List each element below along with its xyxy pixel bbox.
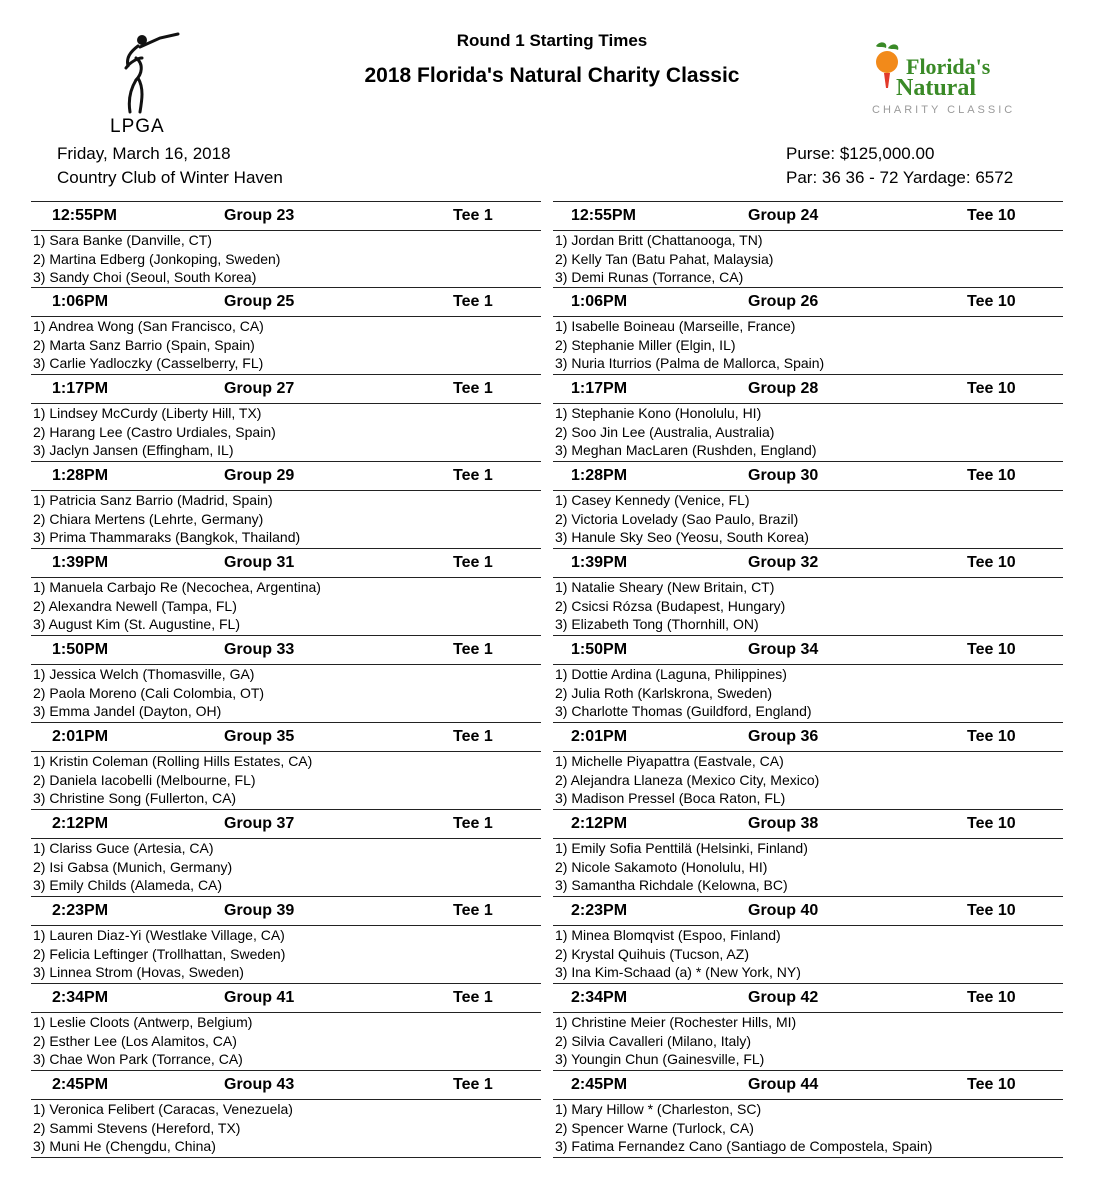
lpga-logo-text: LPGA [110,116,165,137]
player-entry: 1) Patricia Sanz Barrio (Madrid, Spain) [33,492,273,508]
tee-time-group [31,549,541,636]
group-header [31,636,541,665]
tee1-column [31,201,541,1158]
group-tee: Tee 10 [967,1076,1016,1093]
group-time: 2:45PM [52,1076,109,1093]
group-tee: Tee 10 [967,902,1016,919]
tee-time-group [553,984,1063,1071]
player-entry: 1) Stephanie Kono (Honolulu, HI) [555,405,762,421]
player-entry: 1) Andrea Wong (San Francisco, CA) [33,318,264,334]
group-tee: Tee 10 [967,989,1016,1006]
group-number: Group 23 [224,207,295,224]
player-entry: 3) Elizabeth Tong (Thornhill, ON) [555,616,759,632]
group-number: Group 34 [748,641,819,658]
group-header [553,549,1063,578]
player-list [553,1100,1063,1156]
group-header [31,810,541,839]
player-entry: 2) Martina Edberg (Jonkoping, Sweden) [33,250,281,267]
tee-time-group [31,810,541,897]
player-list [31,578,541,634]
group-tee: Tee 10 [967,728,1016,745]
group-tee: Tee 1 [453,467,493,484]
fn-logo-line3: CHARITY CLASSIC [872,104,1016,116]
tee-time-group [553,462,1063,549]
group-time: 2:12PM [52,815,109,832]
group-time: 2:01PM [571,728,628,745]
group-number: Group 44 [748,1076,819,1093]
group-time: 2:01PM [52,728,109,745]
player-entry: 2) Chiara Mertens (Lehrte, Germany) [33,510,264,527]
player-entry: 1) Leslie Cloots (Antwerp, Belgium) [33,1014,253,1030]
player-list [553,1013,1063,1069]
group-number: Group 30 [748,467,819,484]
event-info-left [57,142,283,190]
tee-time-group [553,897,1063,984]
player-entry: 2) Alexandra Newell (Tampa, FL) [33,597,237,614]
group-tee: Tee 1 [453,815,493,832]
group-time: 1:39PM [571,554,628,571]
player-list [31,1100,541,1156]
player-list [31,317,541,373]
tee-time-group [553,810,1063,897]
group-header [31,984,541,1013]
player-entry: 2) Soo Jin Lee (Australia, Australia) [555,423,775,440]
group-tee: Tee 10 [967,641,1016,658]
group-number: Group 33 [224,641,295,658]
group-number: Group 39 [224,902,295,919]
group-time: 1:28PM [52,467,109,484]
group-tee: Tee 10 [967,207,1016,224]
group-header [31,549,541,578]
group-time: 1:50PM [571,641,628,658]
group-number: Group 31 [224,554,295,571]
group-header [553,897,1063,926]
player-list [31,926,541,982]
page-title: 2018 Florida's Natural Charity Classic [364,64,740,87]
tee-time-group [31,1071,541,1158]
group-number: Group 41 [224,989,295,1006]
group-tee: Tee 1 [453,902,493,919]
tee-time-group [31,636,541,723]
group-number: Group 26 [748,293,819,310]
group-number: Group 42 [748,989,819,1006]
group-number: Group 37 [224,815,295,832]
fn-logo-line2: Natural [896,75,976,101]
player-entry: 1) Christine Meier (Rochester Hills, MI) [555,1014,797,1030]
group-number: Group 24 [748,207,819,224]
player-entry: 2) Esther Lee (Los Alamitos, CA) [33,1032,237,1049]
player-entry: 2) Sammi Stevens (Hereford, TX) [33,1119,241,1136]
group-tee: Tee 1 [453,207,493,224]
player-entry: 2) Daniela Iacobelli (Melbourne, FL) [33,771,256,788]
group-tee: Tee 1 [453,989,493,1006]
group-time: 2:12PM [571,815,628,832]
group-time: 2:45PM [571,1076,628,1093]
player-list [553,665,1063,721]
group-header [553,636,1063,665]
group-tee: Tee 10 [967,554,1016,571]
player-entry: 3) Charlotte Thomas (Guildford, England) [555,703,812,719]
player-entry: 3) Madison Pressel (Boca Raton, FL) [555,790,786,806]
player-entry: 3) Chae Won Park (Torrance, CA) [33,1051,243,1067]
player-entry: 3) Hanule Sky Seo (Yeosu, South Korea) [555,529,809,545]
event-par-yardage: Par: 36 36 - 72 Yardage: 6572 [786,168,1014,187]
tee-time-group [31,462,541,549]
player-entry: 1) Minea Blomqvist (Espoo, Finland) [555,927,781,943]
group-header [31,288,541,317]
player-entry: 1) Clariss Guce (Artesia, CA) [33,840,214,856]
group-tee: Tee 10 [967,467,1016,484]
player-list [553,578,1063,634]
group-time: 1:50PM [52,641,109,658]
player-entry: 3) Nuria Iturrios (Palma de Mallorca, Spain) [555,355,825,371]
group-header [31,202,541,231]
player-list [553,752,1063,808]
group-time: 1:06PM [52,293,109,310]
player-entry: 1) Mary Hillow * (Charleston, SC) [555,1101,762,1117]
tee-time-group [31,897,541,984]
player-entry: 3) August Kim (St. Augustine, FL) [33,616,240,632]
player-entry: 2) Krystal Quihuis (Tucson, AZ) [555,945,749,962]
player-entry: 1) Lindsey McCurdy (Liberty Hill, TX) [33,405,262,421]
player-entry: 3) Sandy Choi (Seoul, South Korea) [33,269,257,285]
player-entry: 3) Christine Song (Fullerton, CA) [33,790,237,806]
group-number: Group 29 [224,467,295,484]
player-list [553,839,1063,895]
player-list [31,1013,541,1069]
player-entry: 2) Csicsi Rózsa (Budapest, Hungary) [555,597,786,614]
group-header [553,810,1063,839]
player-list [31,491,541,547]
fn-logo-line1: Florida's [906,54,991,79]
player-entry: 3) Fatima Fernandez Cano (Santiago de Compostela, Spain) [555,1138,933,1154]
player-entry: 1) Dottie Ardina (Laguna, Philippines) [555,666,787,682]
tee-time-group [553,723,1063,810]
player-entry: 2) Paola Moreno (Cali Colombia, OT) [33,684,265,701]
group-number: Group 36 [748,728,819,745]
player-entry: 3) Emily Childs (Alameda, CA) [33,877,223,893]
player-entry: 2) Silvia Cavalleri (Milano, Italy) [555,1032,752,1049]
player-entry: 1) Emily Sofia Penttilä (Helsinki, Finland) [555,840,808,856]
event-date: Friday, March 16, 2018 [57,144,231,163]
event-venue: Country Club of Winter Haven [57,168,283,187]
group-tee: Tee 10 [967,293,1016,310]
tee-time-group [31,984,541,1071]
group-header [553,288,1063,317]
tee-time-group [31,288,541,375]
player-entry: 1) Jessica Welch (Thomasville, GA) [33,666,255,682]
player-list [31,665,541,721]
group-header [31,375,541,404]
player-entry: 3) Samantha Richdale (Kelowna, BC) [555,877,788,893]
group-header [553,984,1063,1013]
tee-time-group [553,375,1063,462]
tee-time-group [553,636,1063,723]
player-entry: 2) Felicia Leftinger (Trollhattan, Sweden) [33,945,286,962]
player-entry: 1) Kristin Coleman (Rolling Hills Estates, CA) [33,753,313,769]
player-entry: 3) Ina Kim-Schaad (a) * (New York, NY) [555,964,801,980]
tee-time-group [553,288,1063,375]
group-header [553,202,1063,231]
group-number: Group 25 [224,293,295,310]
group-time: 12:55PM [571,207,636,224]
player-entry: 3) Carlie Yadloczky (Casselberry, FL) [33,355,264,371]
group-time: 12:55PM [52,207,117,224]
player-entry: 1) Natalie Sheary (New Britain, CT) [555,579,775,595]
group-header [31,462,541,491]
player-entry: 1) Casey Kennedy (Venice, FL) [555,492,750,508]
group-header [31,897,541,926]
player-entry: 2) Isi Gabsa (Munich, Germany) [33,858,233,875]
group-tee: Tee 1 [453,380,493,397]
event-purse: Purse: $125,000.00 [786,144,935,163]
page-subtitle: Round 1 Starting Times [456,31,648,50]
player-list [31,404,541,460]
player-entry: 2) Stephanie Miller (Elgin, IL) [555,336,736,353]
player-entry: 2) Julia Roth (Karlskrona, Sweden) [555,684,773,701]
player-list [31,231,541,287]
player-entry: 3) Meghan MacLaren (Rushden, England) [555,442,817,458]
player-entry: 3) Emma Jandel (Dayton, OH) [33,703,222,719]
player-entry: 2) Nicole Sakamoto (Honolulu, HI) [555,858,768,875]
player-entry: 2) Spencer Warne (Turlock, CA) [555,1119,754,1136]
player-list [31,839,541,895]
player-entry: 1) Michelle Piyapattra (Eastvale, CA) [555,753,784,769]
group-time: 2:23PM [52,902,109,919]
player-entry: 2) Marta Sanz Barrio (Spain, Spain) [33,336,255,353]
player-entry: 1) Manuela Carbajo Re (Necochea, Argentina) [33,579,321,595]
tee-time-group [31,375,541,462]
player-list [553,231,1063,287]
group-time: 1:39PM [52,554,109,571]
player-entry: 3) Prima Thammaraks (Bangkok, Thailand) [33,529,301,545]
player-entry: 3) Muni He (Chengdu, China) [33,1138,216,1154]
group-tee: Tee 10 [967,815,1016,832]
tee10-column [553,201,1063,1158]
player-list [553,926,1063,982]
player-entry: 2) Victoria Lovelady (Sao Paulo, Brazil) [555,510,799,527]
tee-time-group [31,723,541,810]
player-list [553,491,1063,547]
group-time: 1:28PM [571,467,628,484]
group-tee: Tee 1 [453,641,493,658]
group-number: Group 40 [748,902,819,919]
player-entry: 2) Kelly Tan (Batu Pahat, Malaysia) [555,250,774,267]
group-tee: Tee 1 [453,554,493,571]
group-header [31,723,541,752]
group-time: 1:06PM [571,293,628,310]
tee-time-group [553,201,1063,288]
group-tee: Tee 1 [453,1076,493,1093]
group-tee: Tee 1 [453,728,493,745]
event-info-right [786,142,1013,190]
player-list [553,317,1063,373]
group-number: Group 43 [224,1076,295,1093]
group-header [553,723,1063,752]
group-number: Group 35 [224,728,295,745]
group-number: Group 38 [748,815,819,832]
group-header [31,1071,541,1100]
player-entry: 1) Veronica Felibert (Caracas, Venezuela) [33,1101,293,1117]
group-header [553,1071,1063,1100]
tee-time-group [553,1071,1063,1158]
player-entry: 2) Alejandra Llaneza (Mexico City, Mexico) [555,771,820,788]
group-number: Group 28 [748,380,819,397]
group-time: 1:17PM [571,380,628,397]
tee-time-group [553,549,1063,636]
player-entry: 1) Jordan Britt (Chattanooga, TN) [555,232,763,248]
group-header [553,375,1063,404]
player-entry: 3) Linnea Strom (Hovas, Sweden) [33,964,244,980]
group-time: 2:34PM [571,989,628,1006]
tee-time-group [31,201,541,288]
player-entry: 3) Youngin Chun (Gainesville, FL) [555,1051,765,1067]
group-header [553,462,1063,491]
player-entry: 2) Harang Lee (Castro Urdiales, Spain) [33,423,276,440]
player-list [31,752,541,808]
group-number: Group 27 [224,380,295,397]
group-time: 1:17PM [52,380,109,397]
group-time: 2:23PM [571,902,628,919]
player-entry: 3) Demi Runas (Torrance, CA) [555,269,744,285]
group-number: Group 32 [748,554,819,571]
group-time: 2:34PM [52,989,109,1006]
player-entry: 1) Sara Banke (Danville, CT) [33,232,212,248]
player-list [553,404,1063,460]
player-entry: 3) Jaclyn Jansen (Effingham, IL) [33,442,234,458]
group-tee: Tee 1 [453,293,493,310]
group-tee: Tee 10 [967,380,1016,397]
player-entry: 1) Isabelle Boineau (Marseille, France) [555,318,796,334]
player-entry: 1) Lauren Diaz-Yi (Westlake Village, CA) [33,927,285,943]
